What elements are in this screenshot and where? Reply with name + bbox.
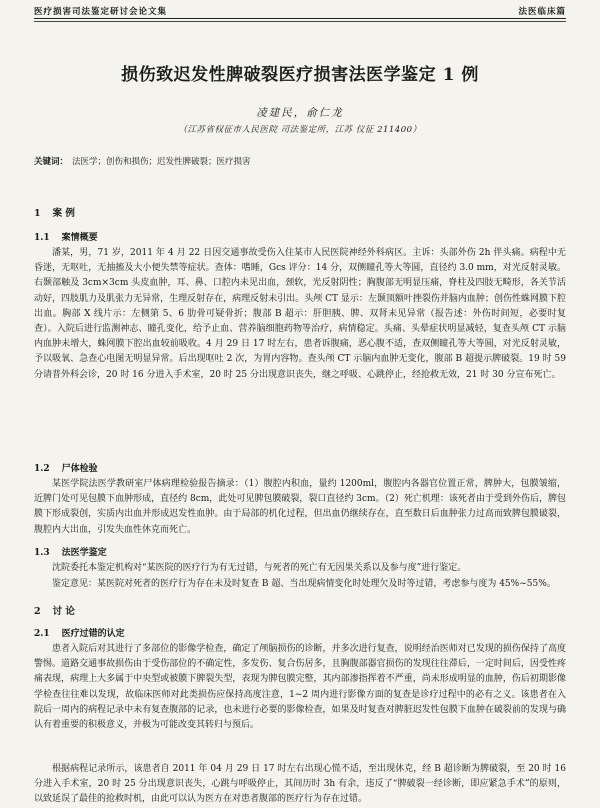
running-header [34, 4, 566, 19]
subsection-heading-autopsy: 1.2 尸体检验 [34, 464, 98, 474]
header-section-title: 法医临床篇 [518, 7, 566, 17]
keywords-label: 关键词： [34, 157, 69, 167]
article-authors: 凌建民，俞仁龙 [256, 107, 344, 119]
keywords-text: 法医学；创伤和损伤；迟发性脾破裂；医疗损害 [72, 157, 251, 167]
paragraph-appraisal-request: 沈院委托本鉴定机构对“某医院的医疗行为有无过错，与死者的死亡有无因果关系以及参与度”进行鉴定。 [52, 563, 467, 573]
article-title: 损伤致迟发性脾破裂医疗损害法医学鉴定 1 例 [121, 65, 479, 85]
paragraph-discussion-1: 患者入院后对其进行了多部位的影像学检查，确定了颅脑损伤的诊断，并多次进行复查，说明经治医师对已发现的损伤保持了高度警惕。道路交通事故损伤由于受伤部位的不确定性，多发伤、复合伤居多，且胸腹部器官损伤的发现往往滞后，一定时间后，因受性疼痛表现，病理上大多属于中央型或被膜下脾裂失型，表现为脾包膜完整，其内部渗指挥着不严重，尚未形成明显的血肿，伤后初期影像学检查往往难以发现，故临床医师对此类损伤应保持高度注意，1~2 周内进行影像方面的复查是诊疗过程中的必有之义。该患者在入院后一周内的病程记录中未有复查腹部的记录，也未进行必要的影像检查，如果及时复查对脾脏迟发性包膜下血肿在破裂前的发现与确认有着重要的积极意义，并极为可能改变其转归与预后。 [34, 644, 566, 731]
header-journal-title: 医疗损害司法鉴定研讨会论文集 [34, 7, 168, 17]
paragraph-discussion-2: 根据病程记录所示，该患者自 2011 年 04 月 29 日 17 时左右出现心慌不适，至出现休克，经 B 超诊断为脾破裂，至 20 时 16 分进入手术室，20 时 25 分出现意识丧失，心跳与呼吸停止，其间历时 3h 有余，违反了“脾破裂一经诊断，即应紧急手术”的原则，以致延误了最佳的抢救时机，由此可以认为医方在对患者腹部的医疗行为存在过错。 [34, 764, 566, 805]
section-heading-discussion: 2 讨 论 [34, 606, 75, 617]
subsection-heading-case-summary: 1.1 案情概要 [34, 233, 98, 243]
subsection-heading-forensic-appraisal: 1.3 法医学鉴定 [34, 548, 107, 558]
paragraph-case-summary: 潘某，男，71 岁，2011 年 4 月 22 日因交通事故受伤入住某市人民医院神经外科病区。主诉：头部外伤 2h 伴头痛。病程中无昏迷，无呕吐，无抽搐及大小便失禁等症状。查体：嗜睡，Gcs 评分：14 分，双侧瞳孔等大等圆，直径约 3.0 mm，对光反射灵敏。右颞部触及 3cm×3cm 头皮血肿，耳、鼻、口腔内未见出血，颈软，光反射阴性；胸腹部无明显压痛，脊柱及四肢无畸形，各关节活动好，四肢肌力及肌张力无异常，生理反射存在，病理反射未引出。头颅 CT 显示：左颞顶额叶挫裂伤并脑内血肿；创伤性蛛网膜下腔出血。胸部 X 线片示：左侧第 5、6 肋骨可疑骨折；腹部 B 超示：肝胆胰、脾、双肾未见异常（报告述：外伤时间短，必要时复查）。入院后进行监测神志、瞳孔变化，给予止血、营养脑细胞药物等治疗，病情稳定。头痛、头晕症状明显减轻，复查头颅 CT 示脑内血肿未增大，蛛网膜下腔出血较前吸收。4 月 29 日 17 时左右，患者诉腹痛，恶心腹不适，查双侧瞳孔等大等圆，对光反射灵敏，予以吸氧、急查心电图无明显异常。后出现呕吐 2 次，为胃内容物。查头颅 CT 示脑内血肿无变化，腹部 B 超提示脾破裂。19 时 59 分请普外科会诊，20 时 16 分进入手术室，20 时 25 分出现意识丧失，继之呼吸、心跳停止，经抢救无效，21 时 30 分宣布死亡。 [34, 248, 566, 380]
subsection-heading-fault-determination: 2.1 医疗过错的认定 [34, 629, 125, 639]
paragraph-appraisal-opinion: 鉴定意见：某医院对死者的医疗行为存在未及时复查 B 超、当出现病情变化时处理欠及时等过错，考虑参与度为 45%~55%。 [52, 579, 556, 589]
paragraph-autopsy: 某医学院法医学教研室尸体病理检验报告摘录：（1）腹腔内积血，量约 1200ml，腹腔内各器官位置正常，脾肿大，包膜皱缩，近脾门处可见包膜下血肿形成，直径约 8cm，此处可见脾包膜破裂，裂口直径约 3cm。（2）死亡机理：该死者由于受到外伤后，脾包膜下形成裂创，实质内出血并形成迟发性血肿。由于局部的机化过程，但出血仍继续存在，直至数日后血肿张力过高而致脾包膜破裂，腹腔内大出血，引发失血性休克而死亡。 [34, 479, 566, 535]
section-heading-case: 1 案 例 [34, 208, 75, 219]
keywords-line [34, 155, 566, 167]
author-affiliation: （江苏省权征市人民医院 司法鉴定所，江苏 仪征 211400） [178, 125, 422, 135]
